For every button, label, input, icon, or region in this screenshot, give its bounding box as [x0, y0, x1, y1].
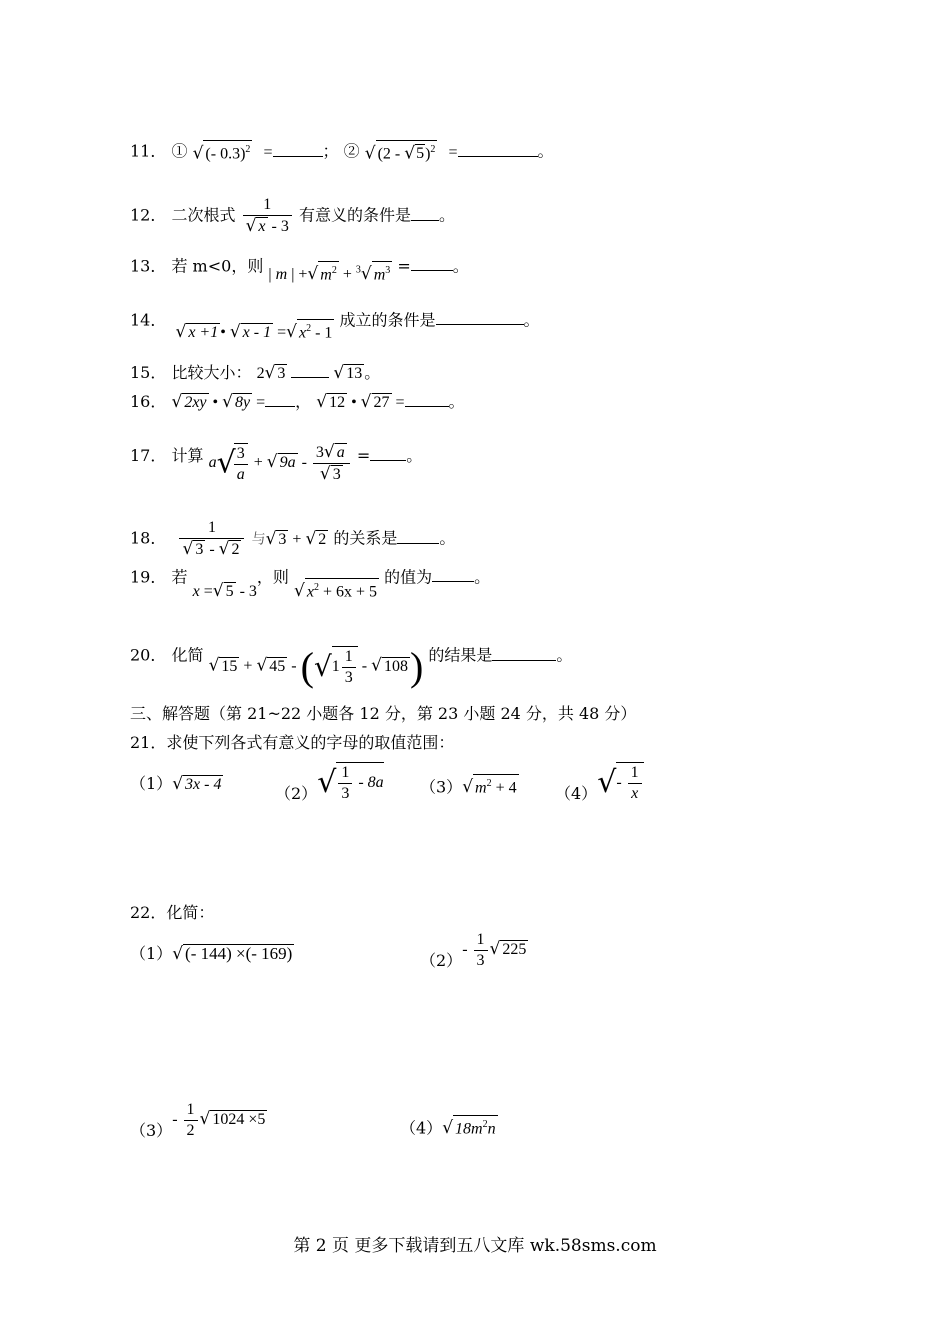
- q13-expression: | m | +√ $m^2 + ^3√$ $m^3$: [268, 266, 392, 283]
- q12-fraction: $\frac{1}{√ x - 3}$: [243, 195, 292, 237]
- q21-expr-3: m: [475, 779, 487, 797]
- q15-pre: 比较大小：: [171, 363, 252, 382]
- q22-expr-3-den: 2: [184, 1120, 198, 1141]
- q17-frac2-coef: 3: [315, 444, 324, 461]
- q19-target: √ $x^2 + 6x + 5$: [294, 583, 379, 600]
- q20-frac-num: 1: [344, 648, 353, 665]
- q22-part-1: （1）√ (- 144) ×(- 169): [130, 944, 293, 964]
- q16-rad2: 8y: [234, 394, 251, 411]
- q21-expr-4-den: x: [628, 783, 642, 804]
- q21-part-1: （1）√ 3x - 4: [130, 774, 222, 794]
- q20-frac: [342, 647, 356, 688]
- q12-radicand: x: [258, 218, 266, 235]
- q20-expression: √ 15 + √ 45 - (√1 $\frac{1}{3}$ - √ 108): [208, 644, 424, 689]
- q13-number: 13．: [130, 256, 167, 276]
- q22-expr-2-den: 3: [474, 950, 488, 971]
- q18-mid: 与: [251, 531, 266, 548]
- q13-index: 3: [355, 265, 361, 276]
- q17-expression: a√ $\frac{3}{a}$ + √ 9a - $\frac{3√ a}{√ 3}$: [209, 442, 352, 485]
- q19-eq: =: [203, 583, 213, 601]
- q14-expression: √ x +1 • √ x - 1 =√ $x^2 - 1$: [175, 324, 334, 341]
- q12-post: 有意义的条件是: [298, 205, 411, 225]
- q19-post: 的值为: [384, 567, 433, 587]
- q16-eq1: =: [256, 394, 266, 411]
- q16-expression-2: √ 12 • √ 27 =: [316, 392, 405, 412]
- q20-number: 20．: [130, 645, 167, 665]
- q15-coef: 2: [256, 365, 265, 382]
- q19-target-x: x: [306, 583, 314, 601]
- q14-rad3-tail: - 1: [311, 324, 333, 342]
- q19-target-tail: + 6x + 5: [318, 583, 377, 601]
- q18-plus: +: [292, 530, 302, 548]
- q17-plus: +: [253, 454, 263, 472]
- q11-exp2: 2: [430, 144, 436, 155]
- q19-pre: 若: [171, 567, 188, 587]
- q17-pre: 计算: [171, 446, 204, 466]
- q14-end: 。: [523, 310, 540, 330]
- q18-fraction: $\frac{1}{√ 3 - √ 2}$: [179, 518, 244, 560]
- q19-x: x: [192, 583, 200, 601]
- q11-eq1: =: [263, 143, 273, 161]
- q16-dot2: •: [351, 394, 357, 411]
- q12-blank[interactable]: [411, 206, 439, 221]
- q16-eq2: =: [395, 394, 405, 411]
- q21-expr-1: 3x - 4: [185, 776, 222, 793]
- q21-expr-3-exp: 2: [486, 778, 492, 789]
- q19-rad: 5: [225, 583, 234, 601]
- q21-expr-2-tail: - 8a: [354, 774, 384, 792]
- q17-frac2-den: 3: [332, 466, 341, 483]
- q14-number: 14．: [130, 310, 167, 330]
- q21-expr-3-tail: + 4: [491, 779, 517, 797]
- q11-eq2: =: [448, 143, 458, 161]
- q22-part-2: （2）- $\frac{1}{3}$ √ 225: [420, 931, 527, 971]
- q18-end: 。: [439, 528, 456, 548]
- q17-frac2: $\frac{3√ a}{√ 3}$: [313, 442, 350, 485]
- q17-minus: -: [301, 454, 307, 472]
- q11-circle-1: ①: [171, 141, 188, 161]
- q19-target-exp: 2: [313, 582, 319, 593]
- q22-expr-3-num: 1: [186, 1101, 195, 1118]
- q13-plus: +: [298, 266, 308, 284]
- q22-expr-4-tail: n: [487, 1120, 496, 1138]
- q18-den-rad2: 2: [231, 541, 240, 558]
- q13-eq: =: [397, 256, 411, 276]
- q15-number: 15．: [130, 363, 167, 382]
- q12-end: 。: [438, 205, 455, 225]
- q22-expr-1: (- 144) ×(- 169): [185, 944, 293, 963]
- q20-pre: 化简: [171, 645, 204, 665]
- q20-plus: +: [243, 657, 253, 675]
- question-19: [130, 564, 491, 602]
- q11-end: 。: [537, 141, 554, 161]
- q16-expression: √ 2xy • √ 8y =: [171, 392, 266, 412]
- q21-part-4: （4）√- $\frac{1}{x}$: [555, 762, 644, 804]
- q16-blank-2[interactable]: [405, 392, 449, 407]
- question-13: [130, 253, 469, 285]
- question-11: [130, 140, 554, 164]
- q20-blank[interactable]: [492, 646, 556, 661]
- q22-expr-3-rad: 1024 ×5: [212, 1111, 266, 1129]
- q22-part-3: （3）- $\frac{1}{2}$ √ 1024 ×5: [130, 1101, 266, 1141]
- q11-sqrt-2: √ (2 - √5)$^2$: [365, 140, 438, 164]
- q21-text: 21．求使下列各式有意义的字母的取值范围：: [130, 733, 455, 752]
- q20-whole: 1: [331, 658, 340, 676]
- q11-expr2b: 5: [416, 145, 425, 163]
- question-18: 18． $\frac{1}{√ 3 - √ 2}$ 与√ 3 + √ 2 的关系是 。: [130, 519, 456, 559]
- q11-expr2c: ): [425, 145, 431, 163]
- q22-label-4: （4）: [400, 1118, 443, 1138]
- q11-sep: ；: [322, 141, 339, 161]
- q20-minus: -: [291, 657, 297, 675]
- q14-blank[interactable]: [436, 310, 524, 325]
- q13-exp3: 3: [385, 265, 391, 276]
- q14-dot: •: [220, 324, 226, 342]
- q13-blank[interactable]: [411, 256, 453, 271]
- question-12: [130, 195, 455, 237]
- q14-rad1: x +1: [188, 324, 219, 342]
- q17-eq: =: [356, 446, 371, 466]
- q14-exp3: 2: [306, 323, 312, 334]
- q17-number: 17．: [130, 446, 167, 466]
- q21-expr-4-minus: -: [616, 774, 626, 792]
- q20-end: 。: [556, 645, 573, 665]
- q11-expr1: (- 0.3): [205, 145, 246, 163]
- q22-text: 22．化简：: [130, 903, 215, 922]
- q12-tail: - 3: [267, 218, 289, 235]
- q17-frac1: [234, 443, 248, 485]
- q20-rad1: 15: [221, 657, 238, 675]
- q17-rad2: 9a: [279, 454, 296, 472]
- q15-end: 。: [364, 363, 381, 382]
- q17-end: 。: [406, 446, 423, 466]
- q16-end: 。: [448, 392, 465, 411]
- q13-m3: m: [373, 266, 386, 284]
- q13-end: 。: [452, 256, 469, 276]
- q19-tail: - 3: [235, 583, 257, 601]
- q15-rad-b: 13: [346, 365, 363, 382]
- q22-label-2: （2）: [420, 951, 463, 971]
- q22-part-4: （4）√ $18m^2n$: [400, 1115, 498, 1139]
- q11-expr2a: (2 -: [377, 145, 405, 163]
- q17-blank[interactable]: [370, 446, 406, 461]
- q17-frac2-rad: a: [336, 444, 345, 461]
- q22-expr-3-sign: -: [172, 1111, 178, 1129]
- question-16: [130, 392, 465, 413]
- q16-rad3: 12: [329, 394, 346, 411]
- q16-rad1: 2xy: [184, 394, 207, 411]
- q21-part-3: （3）√ $m^2 + 4$: [420, 774, 519, 798]
- question-14: [130, 307, 540, 343]
- q19-then: ，则: [256, 567, 289, 587]
- q14-rad2: x - 1: [242, 324, 272, 342]
- q21-label-1: （1）: [130, 774, 173, 793]
- q13-m: m: [275, 266, 288, 284]
- q21-expr-2-den: 3: [338, 783, 352, 804]
- q17-coef: a: [208, 454, 217, 472]
- q18-den-minus: -: [205, 541, 219, 558]
- q11-circle-2: ②: [343, 141, 360, 161]
- q16-number: 16．: [130, 392, 167, 411]
- q22-expr-4-exp: 2: [482, 1119, 488, 1130]
- q11-exp1: 2: [245, 144, 251, 155]
- q18-blank[interactable]: [397, 529, 439, 544]
- q22-label-3: （3）: [130, 1121, 173, 1141]
- q18-post: 的关系是: [333, 528, 398, 548]
- q22-expr-2-num: 1: [476, 931, 485, 948]
- q14-rad3: x: [298, 324, 307, 342]
- question-15: [130, 363, 380, 384]
- q13-pre: 若 m<0，则: [171, 256, 264, 276]
- q11-blank-1[interactable]: [273, 142, 323, 157]
- q20-minus2: -: [361, 657, 368, 675]
- q21-part-2: （2）√ $\frac{1}{3}$ - 8a: [275, 764, 384, 803]
- q22-expr-4: 18m: [455, 1120, 483, 1138]
- q22-expr-2-sign: -: [462, 941, 468, 959]
- q19-x-def: x =√ 5 - 3: [192, 581, 257, 602]
- q20-post: 的结果是: [428, 645, 493, 665]
- question-17: [130, 436, 423, 484]
- q13-plus2: +: [342, 266, 352, 284]
- q18-den-rad1: 3: [195, 541, 204, 558]
- q16-sep: ，: [295, 392, 312, 411]
- q20-rad2: 45: [269, 657, 286, 675]
- q12-pre: 二次根式: [171, 205, 236, 225]
- q18-rad1: 3: [278, 530, 287, 548]
- q22-expr-2-rad: 225: [502, 941, 527, 959]
- q21-label-3: （3）: [420, 777, 463, 797]
- q11-sqrt-1: √ (- 0.3)$^2$: [193, 140, 253, 164]
- q12-number: 12．: [130, 205, 167, 225]
- q22-label-1: （1）: [130, 944, 173, 963]
- q13-m2: m: [320, 266, 332, 284]
- q19-number: 19．: [130, 567, 167, 587]
- q14-eq: =: [277, 324, 287, 342]
- q16-blank-1[interactable]: [265, 392, 295, 407]
- q20-frac-den: 3: [342, 667, 356, 688]
- q11-blank-2[interactable]: [458, 142, 538, 157]
- q12-numerator: 1: [263, 196, 272, 213]
- q11-number: 11．: [130, 141, 167, 161]
- q18-numerator: 1: [207, 519, 216, 536]
- q21-expr-4-num: 1: [630, 764, 639, 781]
- q13-exp2: 2: [331, 265, 337, 276]
- section-3-title: 三、解答题（第 21~22 小题各 12 分，第 23 小题 24 分，共 48 分）: [130, 704, 637, 723]
- q21-expr-2-num: 1: [341, 764, 350, 781]
- q20-rad3: 108: [383, 657, 408, 675]
- q17-frac1-num: 3: [236, 444, 245, 462]
- q21-label-2: （2）: [275, 783, 318, 803]
- q15-rad-a: 3: [277, 365, 286, 382]
- question-20: [130, 636, 573, 689]
- q19-end: 。: [474, 567, 491, 587]
- page-footer: 第 2 页 更多下载请到五八文库 wk.58sms.com: [293, 1236, 657, 1256]
- q16-rad4: 27: [373, 394, 390, 411]
- q19-blank[interactable]: [432, 567, 474, 582]
- q15-blank[interactable]: [291, 363, 329, 378]
- q17-frac1-den: a: [234, 464, 248, 485]
- q21-label-4: （4）: [555, 783, 598, 803]
- q16-dot1: •: [212, 394, 219, 411]
- q15-expression: 2√ 3 √ 13: [256, 363, 363, 383]
- q18-number: 18．: [130, 528, 167, 548]
- q14-post: 成立的条件是: [339, 310, 436, 330]
- q18-rad2: 2: [318, 530, 327, 548]
